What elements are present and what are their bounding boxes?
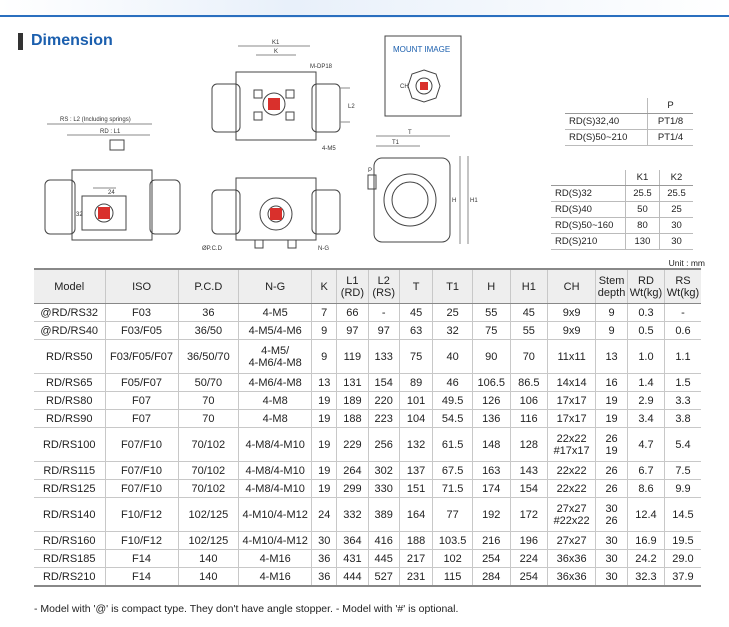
cell-l2: 223 [368,410,399,428]
cell-l2: - [368,304,399,322]
cell-ng: 4-M16 [239,568,312,587]
cell-h: 174 [472,480,510,498]
cell-iso: F07/F10 [105,428,178,462]
table-row [34,410,701,428]
cell-ch: 9x9 [548,304,596,322]
cell-rs: 7.5 [664,462,701,480]
cell-iso: F05/F07 [105,374,178,392]
cell-rs: 29.0 [664,550,701,568]
column-header: T1 [433,269,473,304]
cell-model: RD/RS115 [34,462,105,480]
cell-iso: F03/F05/F07 [105,340,178,374]
table-row [34,498,701,532]
cell-t1: 49.5 [433,392,473,410]
cell-l1: 264 [337,462,368,480]
table-row [34,462,701,480]
cell-iso: F07 [105,410,178,428]
cell-rs: 3.8 [664,410,701,428]
cell-ch: 27x27 #22x22 [548,498,596,532]
cell-k: 19 [312,462,337,480]
cell-pcd: 70/102 [178,480,239,498]
cell-ng: 4-M10/4-M12 [239,498,312,532]
cell-ch: 22x22 #17x17 [548,428,596,462]
cell-h1: 45 [510,304,548,322]
cell-t: 104 [399,410,432,428]
cell-t: 63 [399,322,432,340]
cell-stem: 9 [596,304,628,322]
cell-pcd: 102/125 [178,532,239,550]
cell-l2: 416 [368,532,399,550]
cell-h1: 172 [510,498,548,532]
cell-rs: 5.4 [664,428,701,462]
cell-l2: 445 [368,550,399,568]
table-row: RD(S)50~160 80 30 [551,218,693,234]
cell-ng: 4-M5/4-M6 [239,322,312,340]
cell-t: 217 [399,550,432,568]
cell-h1: 55 [510,322,548,340]
cell-stem: 26 [596,480,628,498]
column-header: RS Wt(kg) [664,269,701,304]
label-h: H [452,198,457,204]
cell-h: 254 [472,550,510,568]
mount-port-marker [420,82,428,90]
cell-model: RD/RS80 [34,392,105,410]
cell-h: 192 [472,498,510,532]
table-row [34,568,701,587]
cell-h: 75 [472,322,510,340]
table-row [34,480,701,498]
cell-rd: 12.4 [628,498,665,532]
label-pcd: ØP.C.D [202,246,222,252]
label-rd-l1: RD : L1 [100,129,121,135]
column-header: L2 (RS) [368,269,399,304]
cell-rd: 0.3 [628,304,665,322]
cell-h1: 154 [510,480,548,498]
cell-t1: 61.5 [433,428,473,462]
table-row [34,322,701,340]
table-row [34,550,701,568]
cell-h1: 116 [510,410,548,428]
cell-h: 106.5 [472,374,510,392]
cell-ng: 4-M5 [239,304,312,322]
cell-pcd: 36 [178,304,239,322]
cell-rd: 4.7 [628,428,665,462]
cell-l1: 444 [337,568,368,587]
cell-k: 19 [312,428,337,462]
cell-k: 36 [312,550,337,568]
cell-t: 164 [399,498,432,532]
cell-l2: 133 [368,340,399,374]
cell-stem: 13 [596,340,628,374]
cell-model: RD/RS210 [34,568,105,587]
cell-l1: 119 [337,340,368,374]
column-header: P.C.D [178,269,239,304]
table-row [34,392,701,410]
cell-iso: F03 [105,304,178,322]
cell-t: 151 [399,480,432,498]
table-row: RD(S)40 50 25 [551,202,693,218]
cell-l2: 389 [368,498,399,532]
cell-rd: 24.2 [628,550,665,568]
cell-l1: 189 [337,392,368,410]
cell-h1: 254 [510,568,548,587]
label-ch: CH [400,84,409,90]
cell-rs: 37.9 [664,568,701,587]
label-k1: K1 [272,40,280,46]
cell-h: 163 [472,462,510,480]
cell-ng: 4-M8/4-M10 [239,462,312,480]
cell-l2: 256 [368,428,399,462]
cell-k: 19 [312,410,337,428]
cell-ch: 9x9 [548,322,596,340]
cell-ng: 4-M8 [239,410,312,428]
cell-t: 132 [399,428,432,462]
cell-rs: 0.6 [664,322,701,340]
cell-pcd: 50/70 [178,374,239,392]
cell-stem: 30 [596,550,628,568]
section-title-text: Dimension [31,32,113,49]
cell-l1: 364 [337,532,368,550]
cell-rd: 32.3 [628,568,665,587]
cell-l1: 66 [337,304,368,322]
cell-h1: 86.5 [510,374,548,392]
cell-k: 36 [312,568,337,587]
column-header: CH [548,269,596,304]
cell-t1: 77 [433,498,473,532]
cell-pcd: 70 [178,410,239,428]
column-header: Stem depth [596,269,628,304]
cell-rd: 0.5 [628,322,665,340]
side-view-drawing [368,136,468,244]
cell-iso: F07/F10 [105,480,178,498]
cell-rs: 14.5 [664,498,701,532]
cell-iso: F03/F05 [105,322,178,340]
cell-stem: 9 [596,322,628,340]
cell-t1: 103.5 [433,532,473,550]
cell-model: RD/RS185 [34,550,105,568]
front-view-drawing [45,124,180,240]
cell-t: 89 [399,374,432,392]
cell-rs: 3.3 [664,392,701,410]
table-row [34,340,701,374]
column-header: K [312,269,337,304]
cell-iso: F07/F10 [105,462,178,480]
label-h1: H1 [470,198,478,204]
cell-pcd: 70/102 [178,428,239,462]
cell-model: RD/RS140 [34,498,105,532]
cell-model: RD/RS65 [34,374,105,392]
cell-t: 231 [399,568,432,587]
cell-l1: 131 [337,374,368,392]
cell-pcd: 70 [178,392,239,410]
cell-h: 90 [472,340,510,374]
cell-l2: 527 [368,568,399,587]
cell-rd: 6.7 [628,462,665,480]
cell-l1: 188 [337,410,368,428]
cell-ch: 36x36 [548,568,596,587]
table-row: RD(S)32,40 PT1/8 [565,114,693,130]
cell-h1: 70 [510,340,548,374]
cell-l1: 332 [337,498,368,532]
cell-iso: F07 [105,392,178,410]
cell-rd: 2.9 [628,392,665,410]
cell-h1: 196 [510,532,548,550]
table-row: RD(S)32 25.5 25.5 [551,186,693,202]
cell-pcd: 140 [178,550,239,568]
cell-iso: F10/F12 [105,532,178,550]
cell-l2: 97 [368,322,399,340]
cell-h: 55 [472,304,510,322]
cell-h1: 224 [510,550,548,568]
cell-ch: 17x17 [548,392,596,410]
label-t1: T1 [392,140,400,146]
cell-l2: 154 [368,374,399,392]
cell-ng: 4-M8 [239,392,312,410]
cell-rd: 1.0 [628,340,665,374]
cell-model: RD/RS160 [34,532,105,550]
cell-k: 24 [312,498,337,532]
unit-label: Unit : mm [668,258,705,268]
cell-k: 7 [312,304,337,322]
cell-h: 126 [472,392,510,410]
cell-t1: 46 [433,374,473,392]
label-rs-l2: RS : L2 (Including springs) [60,117,131,123]
cell-l1: 299 [337,480,368,498]
column-header: ISO [105,269,178,304]
table-row [34,374,701,392]
label-d32: 32 [76,212,83,218]
cell-rd: 16.9 [628,532,665,550]
cell-t1: 54.5 [433,410,473,428]
column-header: Model [34,269,105,304]
cell-stem: 16 [596,374,628,392]
cell-ng: 4-M8/4-M10 [239,480,312,498]
front-port-marker [98,207,110,219]
cell-ch: 22x22 [548,480,596,498]
cell-stem: 26 [596,462,628,480]
cell-stem: 19 [596,392,628,410]
cell-pcd: 102/125 [178,498,239,532]
top-port-marker [268,98,280,110]
cell-pcd: 36/50 [178,322,239,340]
cell-stem: 19 [596,410,628,428]
label-four-m: 4-M5 [322,146,336,152]
cell-t1: 115 [433,568,473,587]
footnote: - Model with '@' is compact type. They don't have angle stopper. - Model with '#' is optional. [34,603,459,615]
label-ng: N-G [318,246,329,252]
cell-k: 30 [312,532,337,550]
table-row: RD(S)210 130 30 [551,234,693,250]
cell-ch: 36x36 [548,550,596,568]
table-row [34,532,701,550]
k-table: K1 K2 RD(S)32 25.5 25.5 RD(S)40 50 25 RD(S)50~160 80 30 RD(S)210 130 30 [551,170,693,250]
p-table-header: P [648,98,693,114]
cell-pcd: 140 [178,568,239,587]
cell-t: 75 [399,340,432,374]
cell-stem: 30 [596,568,628,587]
cell-l1: 97 [337,322,368,340]
cell-t: 101 [399,392,432,410]
cell-h: 216 [472,532,510,550]
cell-model: @RD/RS40 [34,322,105,340]
cell-t1: 102 [433,550,473,568]
cell-rd: 1.4 [628,374,665,392]
column-header: N-G [239,269,312,304]
cell-t1: 32 [433,322,473,340]
cell-rs: 9.9 [664,480,701,498]
cell-ch: 17x17 [548,410,596,428]
cell-ch: 14x14 [548,374,596,392]
cell-k: 19 [312,480,337,498]
column-header: H1 [510,269,548,304]
cell-l1: 431 [337,550,368,568]
cell-t: 45 [399,304,432,322]
column-header: T [399,269,432,304]
cell-h1: 106 [510,392,548,410]
cell-rs: - [664,304,701,322]
cell-k: 19 [312,392,337,410]
cell-rs: 1.5 [664,374,701,392]
cell-ng: 4-M6/4-M8 [239,374,312,392]
cell-stem: 30 26 [596,498,628,532]
label-l2-side: L2 [348,104,355,110]
cell-iso: F14 [105,550,178,568]
cell-l2: 302 [368,462,399,480]
table-row [34,428,701,462]
cell-stem: 30 [596,532,628,550]
cell-stem: 26 19 [596,428,628,462]
cell-ng: 4-M5/ 4-M6/4-M8 [239,340,312,374]
cell-t1: 25 [433,304,473,322]
cell-h: 284 [472,568,510,587]
column-header: RD Wt(kg) [628,269,665,304]
cell-pcd: 36/50/70 [178,340,239,374]
cell-model: RD/RS100 [34,428,105,462]
cell-t: 188 [399,532,432,550]
label-d24: 24 [108,190,115,196]
cell-iso: F14 [105,568,178,587]
p-table [565,98,693,146]
dimension-table [34,268,701,587]
cell-t1: 40 [433,340,473,374]
table-header-row [34,269,701,304]
cell-iso: F10/F12 [105,498,178,532]
column-header: L1 (RD) [337,269,368,304]
cell-model: RD/RS90 [34,410,105,428]
cell-ng: 4-M8/4-M10 [239,428,312,462]
cell-rd: 8.6 [628,480,665,498]
cell-rd: 3.4 [628,410,665,428]
cell-ng: 4-M10/4-M12 [239,532,312,550]
cell-ch: 11x11 [548,340,596,374]
cell-k: 9 [312,322,337,340]
cell-ng: 4-M16 [239,550,312,568]
cell-k: 9 [312,340,337,374]
cell-model: RD/RS125 [34,480,105,498]
cell-ch: 22x22 [548,462,596,480]
bottom-port-marker [270,208,282,220]
cell-t1: 71.5 [433,480,473,498]
cell-k: 13 [312,374,337,392]
cell-l2: 330 [368,480,399,498]
mount-image-label: MOUNT IMAGE [393,45,451,54]
table-row [34,304,701,322]
cell-h1: 143 [510,462,548,480]
cell-t: 137 [399,462,432,480]
table-row: RD(S)50~210 PT1/4 [565,130,693,146]
cell-h: 148 [472,428,510,462]
cell-rs: 19.5 [664,532,701,550]
cell-model: RD/RS50 [34,340,105,374]
cell-ch: 27x27 [548,532,596,550]
column-header: H [472,269,510,304]
cell-l2: 220 [368,392,399,410]
cell-pcd: 70/102 [178,462,239,480]
cell-model: @RD/RS32 [34,304,105,322]
cell-h1: 128 [510,428,548,462]
cell-rs: 1.1 [664,340,701,374]
top-view-drawing [212,46,350,140]
label-p: P [368,168,373,174]
cell-l1: 229 [337,428,368,462]
label-t: T [408,130,412,136]
cell-h: 136 [472,410,510,428]
label-k: K [274,49,279,55]
cell-t1: 67.5 [433,462,473,480]
label-m-dp: M-DP18 [310,64,333,70]
